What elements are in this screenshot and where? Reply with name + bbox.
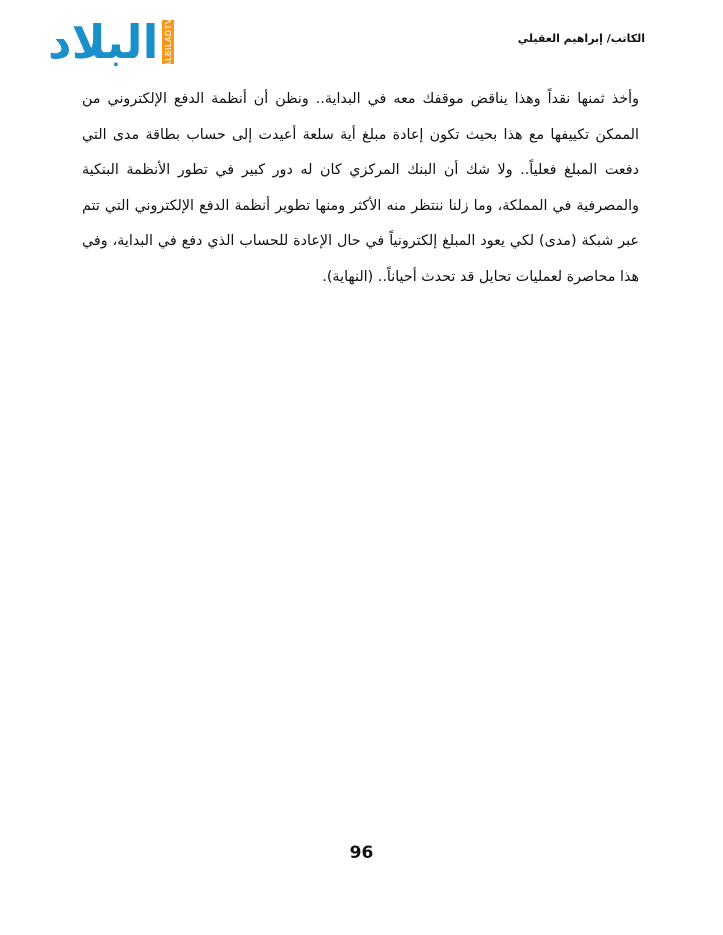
logo-tv-text: ALBILADTV [163, 17, 173, 67]
page-number: 96 [349, 843, 374, 863]
article-body: وأخذ ثمنها نقداً وهذا يناقض موقفك معه في البداية.. ونظن أن أنظمة الدفع الإلكتروني من الممكن تكييفها مع هذا بحيث تكون إعادة مبلغ أية سلعة أعيدت إلى حساب بطاقة مدى التي دفعت المبلغ فعلياً.. ولا شك أن البنك المركزي كان له دور كبير في تطور الأنظمة البنكية والمصرفية في المملكة، وما زلنا ننتظر منه الأكثر ومنها تطوير أنظمة الدفع الإلكتروني التي تتم عبر شبكة (مدى) لكي يعود المبلغ إلكترونياً في حال الإعادة للحساب الذي دفع في البداية، وفي هذا محاصرة لعمليات تحايل قد تحدث أحياناً.. (النهاية). [82, 91, 639, 285]
logo-wordmark: البلاد [48, 15, 159, 69]
logo-tv-tag [162, 17, 174, 67]
page-header [0, 0, 723, 80]
albilad-logo [48, 14, 174, 70]
author-name: الكاتب/ إبراهيم العقيلي [517, 32, 645, 45]
